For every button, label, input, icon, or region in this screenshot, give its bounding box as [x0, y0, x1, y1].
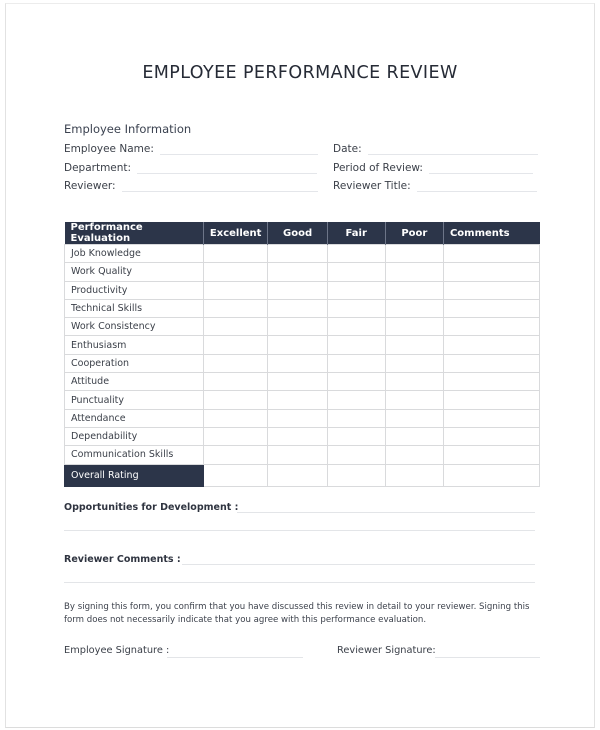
- employee-info-heading: Employee Information: [64, 122, 192, 136]
- header-excellent: Excellent: [203, 222, 268, 245]
- period-of-review-field[interactable]: [333, 162, 533, 174]
- excellent-cell[interactable]: [203, 336, 268, 354]
- excellent-cell[interactable]: [203, 263, 268, 281]
- opportunities-line-1[interactable]: [237, 512, 535, 513]
- excellent-cell[interactable]: [203, 354, 268, 372]
- comments-cell[interactable]: [443, 446, 539, 464]
- employee-name-field[interactable]: [64, 143, 318, 155]
- fair-cell[interactable]: [327, 427, 385, 445]
- reviewer-signature-line[interactable]: [435, 657, 540, 658]
- employee-name-input[interactable]: [160, 143, 318, 155]
- criterion-label: Attendance: [65, 409, 204, 427]
- criterion-label: Enthusiasm: [65, 336, 204, 354]
- good-cell[interactable]: [268, 427, 327, 445]
- comments-cell[interactable]: [443, 336, 539, 354]
- comments-cell[interactable]: [443, 391, 539, 409]
- good-cell[interactable]: [268, 263, 327, 281]
- excellent-cell[interactable]: [203, 318, 268, 336]
- good-cell[interactable]: [268, 354, 327, 372]
- performance-evaluation-table: [64, 222, 540, 487]
- reviewer-title-input[interactable]: [417, 180, 537, 192]
- good-cell[interactable]: [268, 299, 327, 317]
- period-of-review-label: Period of Review:: [333, 162, 423, 174]
- good-cell[interactable]: [268, 446, 327, 464]
- signature-disclaimer: By signing this form, you confirm that you have discussed this review in detail to your reviewer. Signing this form does not necessarily indicate that you agree with this performance evaluation.: [64, 602, 530, 625]
- header-fair: Fair: [327, 222, 385, 245]
- overall-poor-cell[interactable]: [385, 464, 443, 486]
- comments-cell[interactable]: [443, 373, 539, 391]
- excellent-cell[interactable]: [203, 299, 268, 317]
- department-input[interactable]: [137, 162, 317, 174]
- excellent-cell[interactable]: [203, 245, 268, 263]
- criterion-label: Punctuality: [65, 391, 204, 409]
- good-cell[interactable]: [268, 281, 327, 299]
- fair-cell[interactable]: [327, 391, 385, 409]
- excellent-cell[interactable]: [203, 391, 268, 409]
- fair-cell[interactable]: [327, 409, 385, 427]
- overall-comments-cell[interactable]: [443, 464, 539, 486]
- table-row: [65, 245, 540, 263]
- fair-cell[interactable]: [327, 281, 385, 299]
- criterion-label: Technical Skills: [65, 299, 204, 317]
- poor-cell[interactable]: [385, 446, 443, 464]
- excellent-cell[interactable]: [203, 373, 268, 391]
- overall-fair-cell[interactable]: [327, 464, 385, 486]
- comments-cell[interactable]: [443, 318, 539, 336]
- comments-cell[interactable]: [443, 263, 539, 281]
- table-row: [65, 427, 540, 445]
- good-cell[interactable]: [268, 373, 327, 391]
- table-row: [65, 391, 540, 409]
- criterion-label: Attitude: [65, 373, 204, 391]
- fair-cell[interactable]: [327, 336, 385, 354]
- reviewer-title-field[interactable]: [333, 180, 537, 192]
- overall-rating-label: Overall Rating: [65, 464, 204, 486]
- header-performance-evaluation: Performance Evaluation: [65, 222, 204, 245]
- table-row: [65, 373, 540, 391]
- criterion-label: Productivity: [65, 281, 204, 299]
- criterion-label: Job Knowledge: [65, 245, 204, 263]
- poor-cell[interactable]: [385, 299, 443, 317]
- overall-good-cell[interactable]: [268, 464, 327, 486]
- poor-cell[interactable]: [385, 245, 443, 263]
- fair-cell[interactable]: [327, 245, 385, 263]
- employee-signature-line[interactable]: [167, 657, 303, 658]
- reviewer-field[interactable]: [64, 180, 318, 192]
- good-cell[interactable]: [268, 336, 327, 354]
- header-poor: Poor: [385, 222, 443, 245]
- poor-cell[interactable]: [385, 391, 443, 409]
- excellent-cell[interactable]: [203, 281, 268, 299]
- date-input[interactable]: [368, 143, 538, 155]
- good-cell[interactable]: [268, 318, 327, 336]
- comments-cell[interactable]: [443, 409, 539, 427]
- date-field[interactable]: [333, 143, 538, 155]
- criterion-label: Communication Skills: [65, 446, 204, 464]
- overall-excellent-cell[interactable]: [203, 464, 268, 486]
- date-label: Date:: [333, 143, 362, 155]
- reviewer-signature-label: Reviewer Signature:: [337, 645, 436, 656]
- table-row: [65, 299, 540, 317]
- poor-cell[interactable]: [385, 354, 443, 372]
- department-label: Department:: [64, 162, 132, 174]
- table-row: [65, 446, 540, 464]
- reviewer-comments-line-2[interactable]: [64, 582, 535, 583]
- excellent-cell[interactable]: [203, 427, 268, 445]
- excellent-cell[interactable]: [203, 409, 268, 427]
- fair-cell[interactable]: [327, 373, 385, 391]
- header-good: Good: [268, 222, 327, 245]
- reviewer-comments-line-1[interactable]: [182, 564, 535, 565]
- table-header-row: [65, 222, 540, 245]
- comments-cell[interactable]: [443, 299, 539, 317]
- department-field[interactable]: [64, 162, 317, 174]
- criterion-label: Dependability: [65, 427, 204, 445]
- poor-cell[interactable]: [385, 409, 443, 427]
- criterion-label: Cooperation: [65, 354, 204, 372]
- fair-cell[interactable]: [327, 446, 385, 464]
- fair-cell[interactable]: [327, 354, 385, 372]
- good-cell[interactable]: [268, 245, 327, 263]
- poor-cell[interactable]: [385, 336, 443, 354]
- period-of-review-input[interactable]: [429, 162, 533, 174]
- good-cell[interactable]: [268, 391, 327, 409]
- poor-cell[interactable]: [385, 373, 443, 391]
- comments-cell[interactable]: [443, 354, 539, 372]
- employee-name-label: Employee Name:: [64, 143, 154, 155]
- poor-cell[interactable]: [385, 281, 443, 299]
- header-comments: Comments: [443, 222, 539, 245]
- table-row: [65, 318, 540, 336]
- reviewer-label: Reviewer:: [64, 180, 116, 192]
- poor-cell[interactable]: [385, 427, 443, 445]
- table-row: [65, 263, 540, 281]
- comments-cell[interactable]: [443, 245, 539, 263]
- employee-signature-label: Employee Signature :: [64, 645, 170, 656]
- poor-cell[interactable]: [385, 263, 443, 281]
- opportunities-line-2[interactable]: [64, 530, 535, 531]
- table-row: [65, 409, 540, 427]
- reviewer-title-label: Reviewer Title:: [333, 180, 411, 192]
- criterion-label: Work Consistency: [65, 318, 204, 336]
- table-row: [65, 354, 540, 372]
- overall-rating-row: [65, 464, 540, 486]
- table-row: [65, 281, 540, 299]
- criterion-label: Work Quality: [65, 263, 204, 281]
- fair-cell[interactable]: [327, 299, 385, 317]
- fair-cell[interactable]: [327, 318, 385, 336]
- good-cell[interactable]: [268, 409, 327, 427]
- fair-cell[interactable]: [327, 263, 385, 281]
- reviewer-comments-label: Reviewer Comments :: [64, 554, 181, 565]
- poor-cell[interactable]: [385, 318, 443, 336]
- comments-cell[interactable]: [443, 427, 539, 445]
- comments-cell[interactable]: [443, 281, 539, 299]
- document-title: EMPLOYEE PERFORMANCE REVIEW: [142, 63, 458, 83]
- opportunities-label: Opportunities for Development :: [64, 502, 239, 513]
- reviewer-input[interactable]: [122, 180, 318, 192]
- excellent-cell[interactable]: [203, 446, 268, 464]
- table-row: [65, 336, 540, 354]
